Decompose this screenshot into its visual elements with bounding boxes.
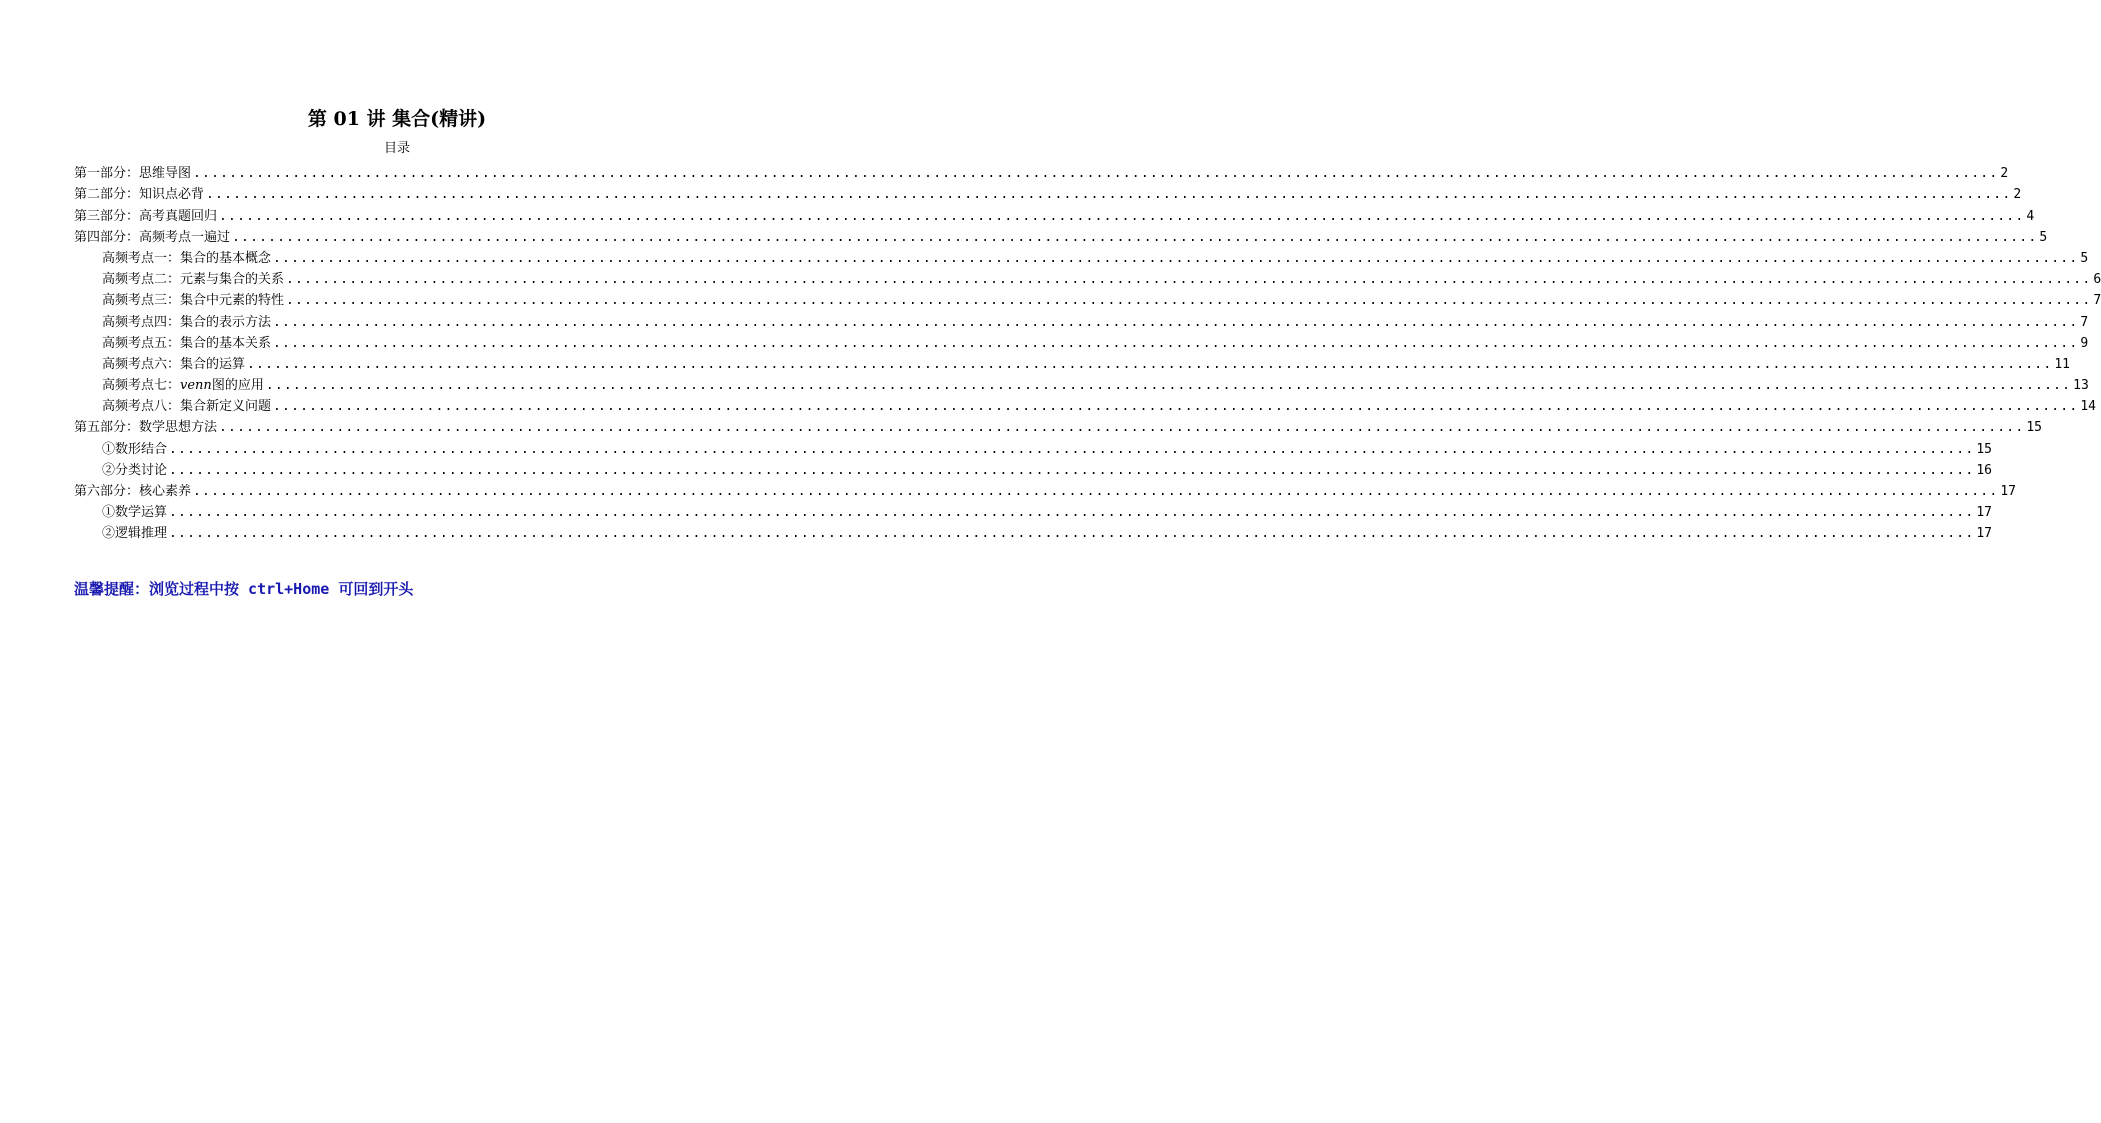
toc-entry-page: 4 — [2026, 208, 2035, 224]
toc-entry-math: venn — [180, 378, 212, 394]
toc-entry-label: ①数形结合 — [102, 441, 168, 457]
toc-entry[interactable] — [74, 287, 2101, 309]
toc-entry-label: 高频考点三：集合中元素的特性 — [102, 293, 285, 309]
toc-entry-page: 7 — [2093, 293, 2101, 309]
toc-entry-page: 15 — [2026, 420, 2043, 436]
table-of-contents — [74, 160, 2101, 542]
toc-entry-label: 第一部分：思维导图 — [74, 166, 192, 182]
toc-entry[interactable] — [74, 499, 1993, 521]
toc-entry[interactable] — [74, 351, 2071, 372]
toc-entry-page: 11 — [2054, 356, 2071, 372]
toc-leader-dots: ........................................................................................................................................................................................................ — [286, 293, 2092, 309]
toc-entry-page: 13 — [2073, 378, 2089, 394]
toc-entry-label: 高频考点一：集合的基本概念 — [102, 250, 272, 266]
toc-entry[interactable] — [74, 457, 1993, 478]
toc-leader-dots: ........................................................................................................................................................................................................ — [169, 505, 1975, 521]
toc-entry-label: 第六部分：核心素养 — [74, 484, 192, 499]
toc-entry-label: 第四部分：高频考点一遍过 — [74, 229, 231, 245]
toc-leader-dots: ........................................................................................................................................................................................................ — [273, 399, 2079, 415]
toc-leader-dots: ........................................................................................................................................................................................................ — [232, 229, 2038, 245]
toc-entry[interactable] — [74, 330, 2089, 351]
toc-entry[interactable] — [74, 181, 2022, 203]
toc-entry-page: 14 — [2080, 399, 2097, 415]
toc-leader-dots: ........................................................................................................................................................................................................ — [273, 314, 2079, 330]
toc-leader-dots: ........................................................................................................................................................................................................ — [219, 420, 2025, 436]
toc-leader-dots: ........................................................................................................................................................................................................ — [273, 250, 2079, 266]
toc-entry-label: 高频考点七：venn图的应用 — [102, 378, 264, 394]
toc-entry[interactable] — [74, 160, 2009, 182]
toc-entry-page: 6 — [2093, 272, 2101, 288]
toc-entry-page: 9 — [2080, 335, 2089, 351]
toc-entry[interactable] — [74, 308, 2089, 330]
toc-entry-page: 17 — [1976, 505, 1993, 521]
toc-leader-dots: ........................................................................................................................................................................................................ — [169, 441, 1975, 457]
toc-leader-dots: ........................................................................................................................................................................................................ — [273, 335, 2079, 351]
toc-leader-dots: ........................................................................................................................................................................................................ — [169, 526, 1975, 542]
toc-leader-dots: ........................................................................................................................................................................................................ — [265, 378, 2072, 394]
toc-entry[interactable] — [74, 202, 2035, 224]
toc-entry-page: 2 — [2013, 187, 2022, 203]
page-title: 第 01 讲 集合(精讲) — [307, 108, 487, 130]
toc-entry-label: ②逻辑推理 — [102, 526, 168, 542]
toc-entry[interactable] — [74, 478, 2017, 499]
toc-leader-dots: ........................................................................................................................................................................................................ — [247, 356, 2053, 372]
toc-entry[interactable] — [74, 435, 1993, 457]
toc-entry-page: 17 — [1976, 526, 1993, 542]
toc-entry-page: 16 — [1976, 462, 1993, 478]
toc-entry-page: 17 — [2000, 484, 2017, 499]
toc-leader-dots: ........................................................................................................................................................................................................ — [193, 166, 1999, 182]
toc-entry-label: 第二部分：知识点必背 — [74, 187, 205, 203]
toc-entry[interactable] — [74, 266, 2101, 288]
toc-entry[interactable] — [74, 414, 2043, 436]
toc-entry-label: 高频考点四：集合的表示方法 — [102, 314, 272, 330]
toc-entry-label: ①数学运算 — [102, 505, 168, 521]
reminder-text: 温馨提醒：浏览过程中按 ctrl+Home 可回到开头 — [74, 580, 414, 598]
toc-entry-label: ②分类讨论 — [102, 462, 168, 478]
toc-leader-dots: ........................................................................................................................................................................................................ — [206, 187, 2012, 203]
toc-entry-page: 15 — [1976, 441, 1993, 457]
toc-entry-page: 5 — [2080, 250, 2089, 266]
toc-entry-label: 第五部分：数学思想方法 — [74, 420, 218, 436]
toc-entry-label: 高频考点八：集合新定义问题 — [102, 399, 272, 415]
toc-entry-page: 5 — [2039, 229, 2048, 245]
toc-entry[interactable] — [74, 393, 2097, 415]
toc-entry[interactable] — [74, 520, 1993, 542]
toc-entry-label: 高频考点二：元素与集合的关系 — [102, 272, 285, 288]
toc-entry-label: 第三部分：高考真题回归 — [74, 208, 218, 224]
toc-entry[interactable] — [74, 224, 2048, 245]
toc-entry[interactable] — [74, 245, 2089, 266]
toc-leader-dots: ........................................................................................................................................................................................................ — [193, 484, 1999, 499]
toc-leader-dots: ........................................................................................................................................................................................................ — [169, 462, 1975, 478]
toc-leader-dots: ........................................................................................................................................................................................................ — [286, 272, 2092, 288]
toc-entry-page: 7 — [2080, 314, 2089, 330]
toc-entry-label: 高频考点五：集合的基本关系 — [102, 335, 272, 351]
toc-leader-dots: ........................................................................................................................................................................................................ — [219, 208, 2025, 224]
toc-entry-label: 高频考点六：集合的运算 — [102, 356, 246, 372]
toc-entry[interactable] — [74, 372, 2089, 394]
toc-entry-page: 2 — [2000, 166, 2009, 182]
toc-heading: 目录 — [383, 141, 410, 156]
